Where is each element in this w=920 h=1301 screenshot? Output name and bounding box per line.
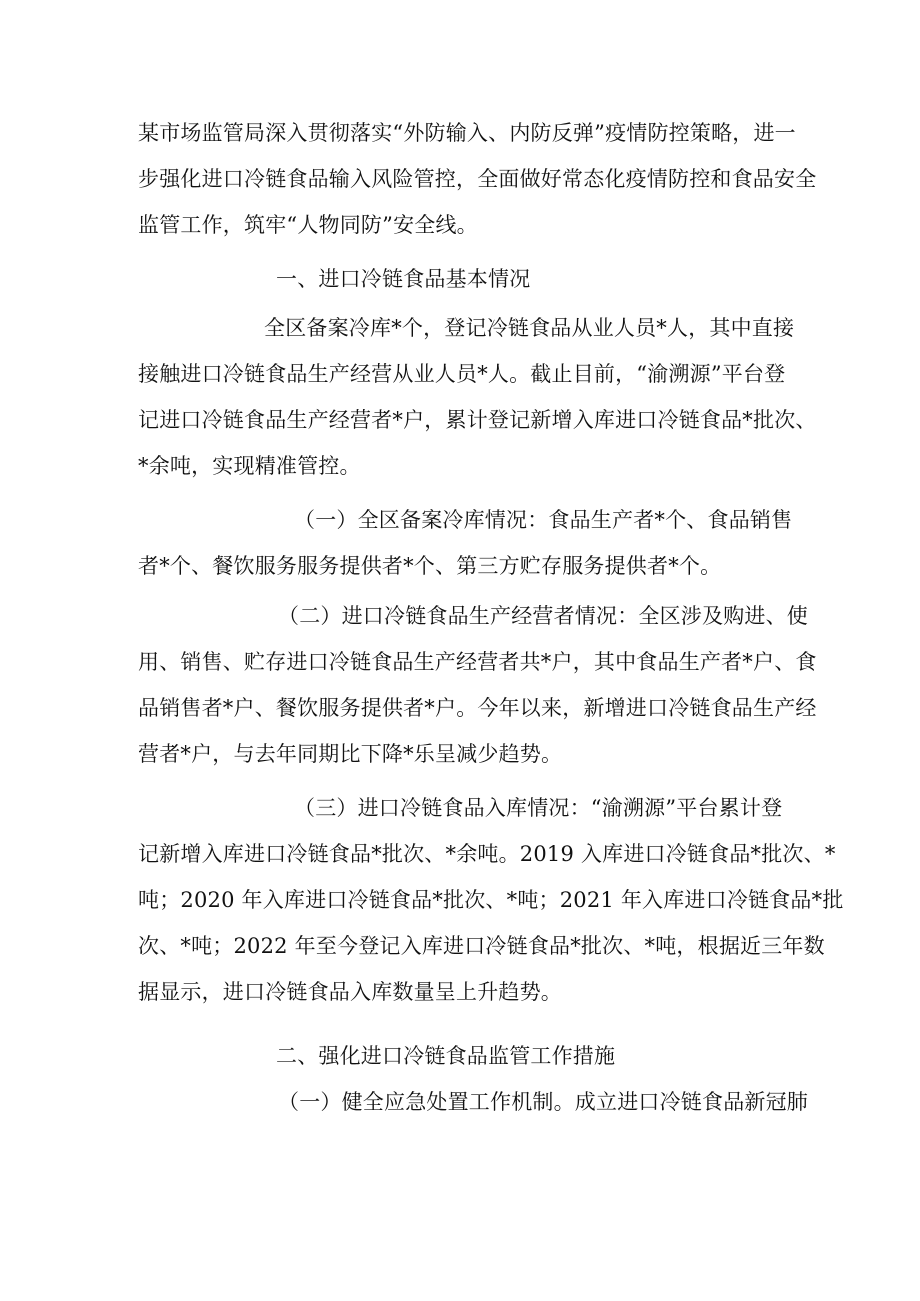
- text-line: 者*个、餐饮服务服务提供者*个、第三方贮存服务提供者*个。: [138, 554, 722, 578]
- text-line: 据显示，进口冷链食品入库数量呈上升趋势。: [138, 980, 562, 1004]
- text-line: 用、销售、贮存进口冷链食品生产经营者共*户，其中食品生产者*户、食: [138, 650, 817, 674]
- text-line: 次、*吨；2022 年至今登记入库进口冷链食品*批次、*吨，根据近三年数: [138, 934, 825, 958]
- text-line: 记新增入库进口冷链食品*批次、*余吨。2019 入库进口冷链食品*批次、*: [138, 842, 836, 866]
- text-line: （一）全区备案冷库情况：食品生产者*个、食品销售: [294, 508, 793, 532]
- text-line: 某市场监管局深入贯彻落实“外防输入、内防反弹”疫情防控策略，进一: [138, 121, 796, 145]
- text-line: 吨；2020 年入库进口冷链食品*批次、*吨；2021 年入库进口冷链食品*批: [138, 888, 844, 912]
- text-line: 步强化进口冷链食品输入风险管控，全面做好常态化疫情防控和食品安全: [138, 167, 817, 191]
- text-line: （一）健全应急处置工作机制。成立进口冷链食品新冠肺: [278, 1090, 808, 1114]
- text-line: *余吨，实现精准管控。: [138, 454, 361, 478]
- text-line: （三）进口冷链食品入库情况：“渝溯源”平台累计登: [294, 796, 783, 820]
- text-line: 记进口冷链食品生产经营者*户，累计登记新增入库进口冷链食品*批次、: [138, 408, 817, 432]
- text-line: 营者*户，与去年同期比下降*乐呈减少趋势。: [138, 742, 563, 766]
- section-heading-1: 一、进口冷链食品基本情况: [276, 267, 531, 291]
- section-heading-2: 二、强化进口冷链食品监管工作措施: [276, 1044, 616, 1068]
- text-line: 接触进口冷链食品生产经营从业人员*人。截止目前，“渝溯源”平台登: [138, 362, 786, 386]
- text-line: 品销售者*户、餐饮服务提供者*户。今年以来，新增进口冷链食品生产经: [138, 696, 817, 720]
- text-line: 监管工作，筑牢“人物同防”安全线。: [138, 213, 478, 237]
- text-line: 全区备案冷库*个，登记冷链食品从业人员*人，其中直接: [264, 316, 795, 340]
- text-line: （二）进口冷链食品生产经营者情况：全区涉及购进、使: [278, 604, 808, 628]
